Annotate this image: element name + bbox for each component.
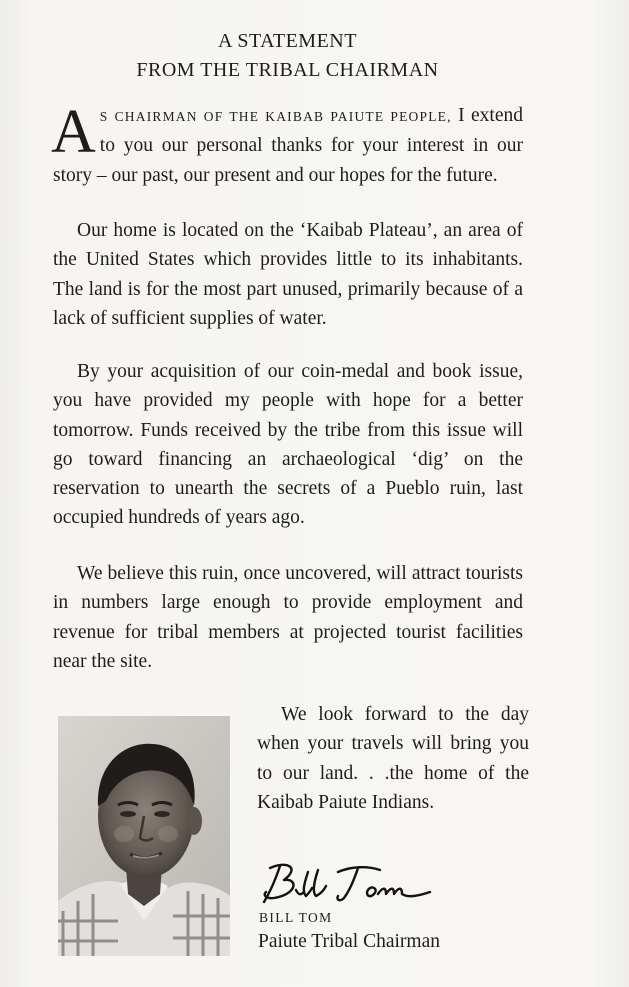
paragraph-4: We believe this ruin, once uncovered, will attract tourists in numbers large enough to provide employment and revenue for tribal members at projected tourist facilities near the site.: [53, 563, 523, 672]
closing-paragraph: [257, 700, 529, 817]
paragraph-2: Our home is located on the ‘Kaibab Plateau’, an area of the United States which provides little to its inhabitants. The land is for the most part unused, primarily because of a lack of sufficient supplies of water.: [53, 220, 523, 329]
signatory-title: Paiute Tribal Chairman: [258, 931, 440, 952]
portrait-photo: [58, 716, 230, 956]
paragraph-3: By your acquisition of our coin-medal and book issue, you have provided my people with hope for a better tomorrow. Funds received by the tribe from this issue will go toward financing an archaeological ‘dig’ on the reservation to unearth the secrets of a Pueblo ruin, last occupied hundreds of years ago.: [53, 361, 523, 529]
paragraph-1-rest: I extend to you our personal thanks for your interest in our story – our past, our present and our hopes for the future.: [53, 105, 523, 186]
drop-cap: A: [51, 98, 96, 166]
portrait-illustration: [58, 716, 230, 956]
paragraph-1: [51, 98, 523, 190]
signature-icon: [258, 858, 438, 910]
closing-text: We look forward to the day when your travels will bring you to our land. . .the home of the Kaibab Paiute Indians.: [257, 704, 529, 813]
signatory-name: BILL TOM: [259, 910, 333, 925]
small-caps-lead: S CHAIRMAN OF THE KAIBAB PAIUTE PEOPLE,: [99, 109, 452, 124]
handwritten-signature: [258, 858, 438, 910]
heading-line-2: FROM THE TRIBAL CHAIRMAN: [136, 59, 439, 81]
heading-line-1: A STATEMENT: [218, 30, 357, 52]
